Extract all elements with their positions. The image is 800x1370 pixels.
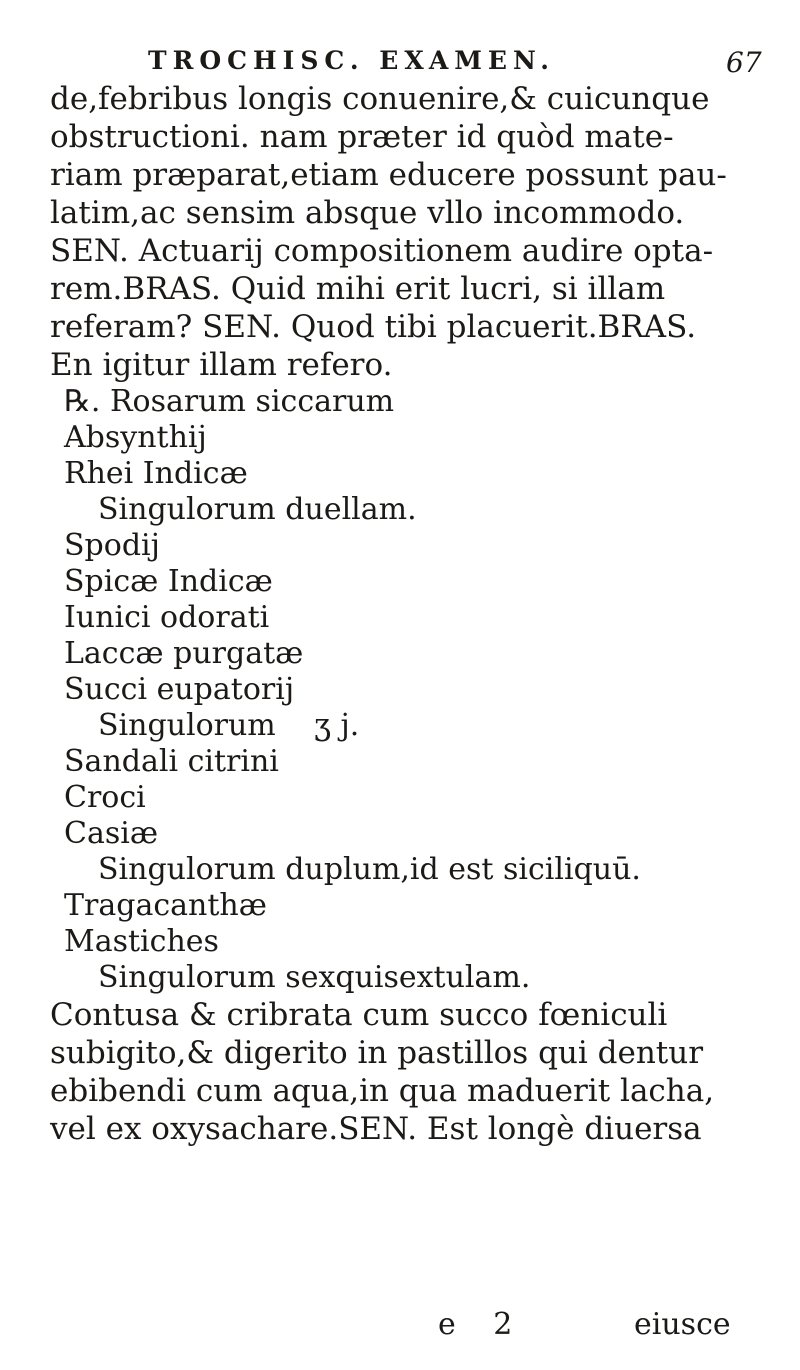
page-header [0,44,800,84]
recipe-item [50,564,780,600]
recipe-item-text: Rhei Indicæ [64,456,248,491]
recipe-item-text: Succi eupatorij [64,672,295,707]
page-number: 67 [726,46,762,79]
recipe-item [50,744,780,780]
recipe-item-text: Iunici odorati [64,600,270,635]
recipe-item [50,780,780,816]
recipe-item-text: Absynthij [64,420,207,455]
recipe-item [50,456,780,492]
text-line: subigito,& digerito in pastillos qui dentur [50,1035,704,1071]
recipe-item-text: Spicæ Indicæ [64,564,273,599]
recipe-item [50,384,780,420]
text-line: de,febribus longis conuenire,& cuicunque [50,81,710,117]
recipe-item-text: Tragacanthæ [64,888,267,923]
recipe-item [50,672,780,708]
recipe-quantity [50,708,780,744]
recipe-list [50,384,780,996]
recipe-item [50,600,780,636]
recipe-item-text: Mastiches [64,924,219,959]
text-line: vel ex oxysachare.SEN. Est longè diuersa [50,1111,702,1147]
opening-paragraph [50,80,780,384]
text-line: rem.BRAS. Quid mihi erit lucri, si illam [50,271,666,307]
recipe-item [50,924,780,960]
recipe-item [50,528,780,564]
recipe-item-text: Singulorum [98,708,276,743]
text-line: latim,ac sensim absque vllo incommodo. [50,195,685,231]
catchword: eiusce [634,1307,731,1342]
recipe-item [50,420,780,456]
signature-mark: e 2 [438,1307,527,1342]
page-body [50,80,780,1148]
text-line: Contusa & cribrata cum succo fœniculi [50,997,668,1033]
text-line: SEN. Actuarij compositionem audire opta- [50,233,714,269]
text-line: referam? SEN. Quod tibi placuerit.BRAS. [50,309,697,345]
recipe-item [50,888,780,924]
recipe-item-text: Laccæ purgatæ [64,636,304,671]
text-line: ebibendi cum aqua,in qua maduerit lacha, [50,1073,715,1109]
recipe-item-text: Singulorum duellam. [98,492,417,527]
running-head: TROCHISC. EXAMEN. [148,46,555,75]
text-line: riam præparat,etiam educere possunt pau- [50,157,727,193]
recipe-quantity [50,852,780,888]
recipe-item-text: ℞. Rosarum siccarum [64,384,395,419]
closing-paragraph [50,996,780,1148]
recipe-item-text: Casiæ [64,816,159,851]
recipe-item-text: Croci [64,780,146,815]
recipe-item [50,816,780,852]
recipe-item-text: Singulorum sexquisextulam. [98,960,531,995]
recipe-item [50,636,780,672]
recipe-quantity [50,492,780,528]
page-footer [0,1307,800,1347]
dose-mark: ʒ j. [314,708,360,743]
recipe-item-text: Sandali citrini [64,744,279,779]
text-line: En igitur illam refero. [50,347,393,383]
recipe-quantity [50,960,780,996]
recipe-item-text: Spodij [64,528,160,563]
text-line: obstructioni. nam præter id quòd mate- [50,119,674,155]
recipe-item-text: Singulorum duplum,id est siciliquū. [98,852,641,887]
